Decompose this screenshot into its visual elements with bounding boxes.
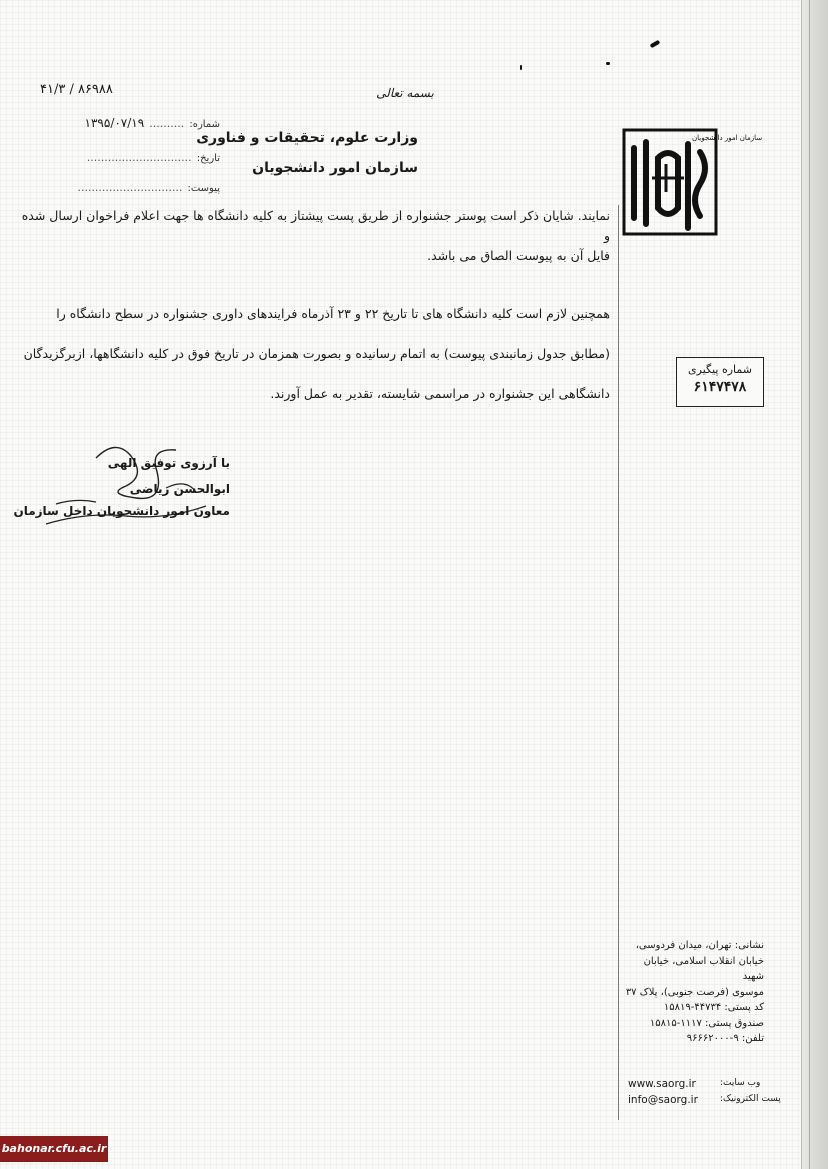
signatory-name: ابوالحسن ریاضی [129,482,230,496]
date-field [40,146,220,165]
organization-logo [622,128,763,236]
basmala: بسمه تعالی [376,86,434,100]
address-line: موسوی (فرصت جنوبی)، پلاک ۳۷ [625,986,764,998]
page-edge [801,0,828,1169]
attachment-field [40,176,220,195]
contact-web [628,1078,781,1110]
tracking-box [676,357,764,407]
paragraph-1-line-1: نمایند. شایان ذکر است پوستر جشنواره از طریق پست پیشتاز به کلیه دانشگاه ها جهت اعلام فراخوان ارسال شده و [21,208,610,243]
address-block [624,938,764,1047]
scan-speck [520,65,522,70]
website-link[interactable]: www.saorg.ir [628,1078,696,1090]
paragraph-1-line-2: فایل آن به پیوست الصاق می باشد. [427,248,610,263]
source-watermark: bahonar.cfu.ac.ir [0,1136,108,1162]
tracking-label: شماره پیگیری [688,363,752,376]
number-dots: .......... [149,117,185,130]
ministry-name: وزارت علوم، تحقیقات و فناوری [196,130,418,146]
date-label: تاریخ: [196,153,220,164]
attachment-label: پیوست: [187,183,220,194]
number-label: شماره: [189,119,220,130]
date-dots: .............................. [86,151,192,164]
email-link[interactable]: info@saorg.ir [628,1094,698,1106]
paragraph-2-line-2: (مطابق جدول زمانبندی پیوست) به اتمام رسانیده و بصورت همزمان در تاریخ فوق در کلیه دانشگاهها، ازبرگزیدگان [23,346,610,361]
letter-number: ۴۱/۳ / ۸۶۹۸۸ [40,82,113,97]
scan-speck [650,40,661,48]
postal-code: کد پستی: ۴۴۷۳۴-۱۵۸۱۹ [663,1002,764,1013]
address-line: نشانی: تهران، میدان فردوسی، [635,940,764,951]
organization-name: سازمان امور دانشجویان [252,160,418,176]
address-line: خیابان انقلاب اسلامی، خیابان شهید [643,955,764,982]
paragraph-2-line-1: همچنین لازم است کلیه دانشگاه های تا تاریخ ۲۲ و ۲۳ آذرماه فرایندهای داوری جشنواره در سطح دانشگاه را [56,306,610,321]
logo-text: سازمان امور دانشجویان [692,134,763,142]
margin-divider [618,205,619,1120]
attachment-dots: .............................. [77,181,183,194]
scan-speck [606,62,610,65]
phone: تلفن: ۹-۹۶۶۶۲۰۰۰ [686,1033,764,1044]
po-box: صندوق پستی: ۱۱۱۷-۱۵۸۱۵ [649,1017,764,1029]
website-label: وب سایت: [720,1078,761,1088]
number-field [40,112,220,131]
signature-closing: با آرزوی توفیق الهی [107,456,230,470]
paragraph-2-line-3: دانشگاهی این جشنواره در مراسمی شایسته، تقدیر به عمل آورند. [270,386,610,401]
page-edge-line [809,0,810,1169]
tracking-number: ۶۱۴۷۴۷۸ [693,379,747,395]
email-label: پست الکترونیک: [720,1094,781,1104]
signatory-title: معاون امور دانشجویان داخل سازمان [13,504,230,518]
date-value: ۱۳۹۵/۰۷/۱۹ [84,116,145,130]
